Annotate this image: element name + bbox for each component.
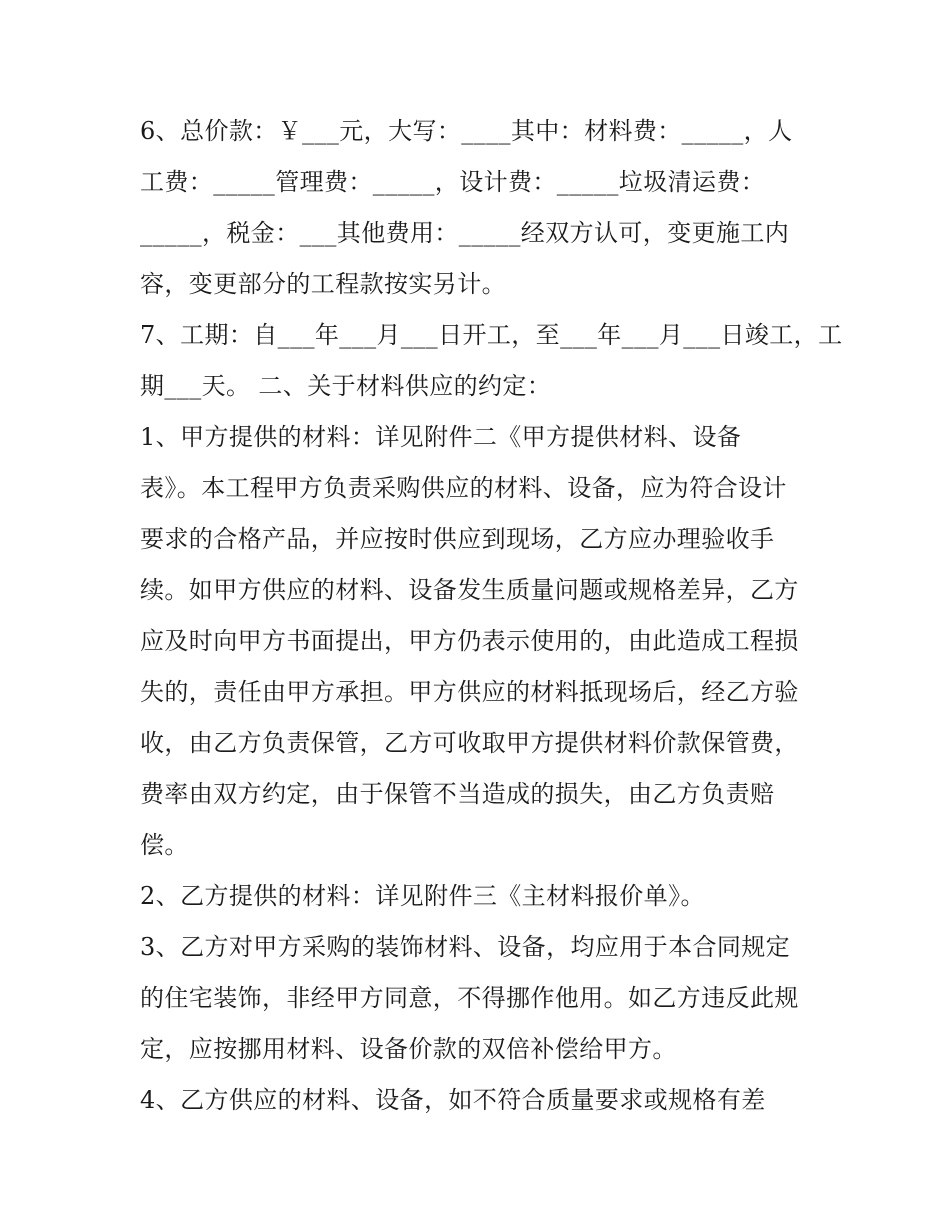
text-line: 6、总价款：￥___元，大写：____其中：材料费：_____，人: [140, 117, 793, 145]
text-line: 要求的合格产品，并应按时供应到现场，乙方应办理验收手: [140, 525, 775, 553]
text-line: 的住宅装饰，非经甲方同意，不得挪作他用。如乙方违反此规: [140, 984, 799, 1012]
text-line: 收，由乙方负责保管，乙方可收取甲方提供材料价款保管费，: [140, 729, 799, 757]
text-line: 定，应按挪用材料、设备价款的双倍补偿给甲方。: [140, 1035, 677, 1063]
text-line: 3、乙方对甲方采购的装饰材料、设备，均应用于本合同规定: [140, 933, 791, 961]
text-line: 容，变更部分的工程款按实另计。: [140, 270, 506, 298]
text-line: 表》。本工程甲方负责采购供应的材料、设备，应为符合设计: [140, 474, 787, 502]
text-line: _____，税金：___其他费用：_____经双方认可，变更施工内: [140, 219, 790, 247]
text-line: 4、乙方供应的材料、设备，如不符合质量要求或规格有差: [140, 1086, 766, 1114]
text-line: 失的，责任由甲方承担。甲方供应的材料抵现场后，经乙方验: [140, 678, 799, 706]
contract-text-body: [140, 106, 843, 1126]
text-line: 续。如甲方供应的材料、设备发生质量问题或规格差异，乙方: [140, 576, 799, 604]
text-line: 应及时向甲方书面提出，甲方仍表示使用的，由此造成工程损: [140, 627, 799, 655]
text-line: 7、工期：自___年___月___日开工，至___年___月___日竣工，工: [140, 321, 843, 349]
text-line: 偿。: [140, 831, 189, 859]
text-line: 费率由双方约定，由于保管不当造成的损失，由乙方负责赔: [140, 780, 775, 808]
text-line: 工费：_____管理费：_____，设计费：_____垃圾清运费：: [140, 168, 766, 196]
text-line: 2、乙方提供的材料：详见附件三《主材料报价单》。: [140, 882, 705, 910]
text-line: 1、甲方提供的材料：详见附件二《甲方提供材料、设备: [140, 423, 742, 451]
text-line: 期___天。 二、关于材料供应的约定：: [140, 372, 552, 400]
